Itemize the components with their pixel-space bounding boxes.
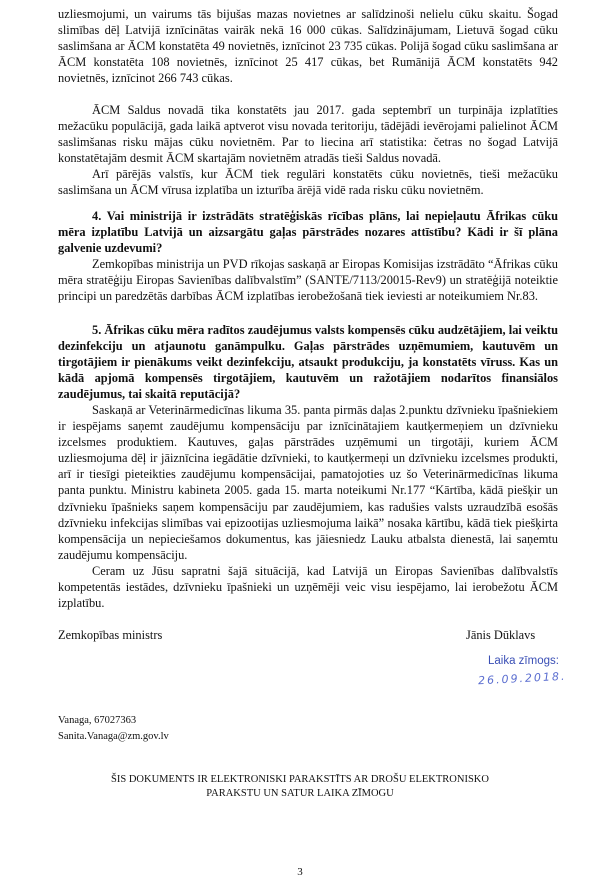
timestamp-label: Laika zīmogs: (488, 655, 559, 667)
paragraph-saldus: ĀCM Saldus novadā tika konstatēts jau 2017. gada septembrī un turpināja izplatīties mežacūku populācijā, gada laikā aptverot visu novada teritoriju, tādējādi ievērojami palielinot ĀCM saslimšanas risku mājas cūku novietnēm. Par to liecina arī statistika: četras no šogad Latvijā konstatētajām desmit ĀCM skartajām novietnēm atradās tieši Saldus novadā. (58, 103, 558, 166)
contact-name-phone: Vanaga, 67027363 (58, 715, 137, 726)
timestamp-date: 26.09.2018. (477, 669, 567, 688)
signatory-name: Jānis Dūklavs (466, 628, 536, 642)
question-5: 5. Āfrikas cūku mēra radītos zaudējumus valsts kompensēs cūku audzētājiem, lai veiktu dezinfekciju un atjaunotu ganāmpulku. Gaļas pārstrādes uzņēmumiem, kautuvēm un tirgotājiem ir pienākums veikt dezinfekciju, atsaukt produkciju, ja konstatēts vīruss. Kas un kādā apjomā kompensēs tirgotājiem, kautuvēm un ražotājiem nodarītos finansiālos zaudējumus, tai skaitā reputācijā? (58, 323, 558, 402)
paragraph-other-countries: Arī pārējās valstīs, kur ĀCM tiek regulāri konstatēts cūku novietnēs, tieši mežacūku saslimšana un ĀCM vīrusa izplatība un izturība ārējā vidē rada risku cūku novietnēm. (58, 167, 558, 198)
answer-4: Zemkopības ministrija un PVD rīkojas saskaņā ar Eiropas Komisijas izstrādāto “Āfrikas cūku mēra stratēģiju Eiropas Savienības dalībvalstīm” (SANTE/7113/20015-Rev9) un stratēģijā noteiktie principi un paredzētās darbības ĀCM izplatības ierobežošanā tiek ieviesti ar noteikumiem Nr.83. (58, 257, 558, 304)
question-4: 4. Vai ministrijā ir izstrādāts stratēģiskās rīcības plāns, lai nepieļautu Āfrikas cūku mēra izplatību Latvijā un aizsargātu gaļas pārstrādes nozares attīstību? Kādi ir šī plāna galvenie uzdevumi? (58, 209, 558, 256)
signature-notice-line-2: PARAKSTU UN SATUR LAIKA ZĪMOGU (206, 788, 394, 799)
page-number: 3 (297, 866, 303, 878)
signatory-title: Zemkopības ministrs (58, 628, 163, 642)
closing-paragraph: Ceram uz Jūsu sapratni šajā situācijā, kad Latvijā un Eiropas Savienības dalībvalstīs kompetentās iestādes, dzīvnieku īpašnieki un uzņēmēji veic visu iespējamo, lai ierobežotu ĀCM izplatību. (58, 564, 558, 611)
answer-5: Saskaņā ar Veterinārmedicīnas likuma 35. panta pirmās daļas 2.punktu dzīvnieku īpašniekiem ir iespējams saņemt zaudējumu kompensāciju par iznīcinātajiem kautķermeņiem un dzīvnieku izcelsmes produktiem. Kautuves, gaļas pārstrādes uzņēmumi un tirgotāji, kuriem ĀCM uzliesmojuma dēļ ir jāiznīcina iegādātie dzīvnieki, to kautķermeņi un dzīvnieku izcelsmes produkti, arī ir tiesīgi pieteikties zaudējumu kompensācijai, pamatojoties uz šo Veterinārmedicīnas likuma panta punktu. Ministru kabineta 2005. gada 15. marta noteikumi Nr.177 “Kārtība, kādā piešķir un dzīvnieku īpašnieks saņem kompensāciju par zaudējumiem, kas radušies valsts uzraudzībā esošās dzīvnieku infekcijas slimības vai epizootijas uzliesmojuma laikā” nosaka kārtību, kādā tiek piešķirta kompensācija un nepieciešamos dokumentus, kas jāiesniedz Lauku atbalsta dienestā, lai saņemtu zaudējumu kompensāciju. (58, 403, 558, 562)
paragraph-statistics: uzliesmojumi, un vairums tās bijušas mazas novietnes ar salīdzinoši nelielu cūku skaitu. Šogad slimības dēļ Latvijā iznīcinātas vairāk nekā 16 000 cūkas. Salīdzinājumam, Lietuvā šogad cūku saslimšana ar ĀCM konstatēta 49 novietnēs, iznīcinot 23 735 cūkas. Polijā šogad cūku saslimšana ar ĀCM konstatēta 108 novietnēs, iznīcinot 25 417 cūkas, bet Rumānijā ĀCM konstatēts 942 novietnēs, iznīcinot 266 743 cūkas. (58, 7, 558, 86)
contact-email: Sanita.Vanaga@zm.gov.lv (58, 731, 169, 742)
signature-notice-line-1: ŠIS DOKUMENTS IR ELEKTRONISKI PARAKSTĪTS AR DROŠU ELEKTRONISKO (111, 774, 489, 785)
